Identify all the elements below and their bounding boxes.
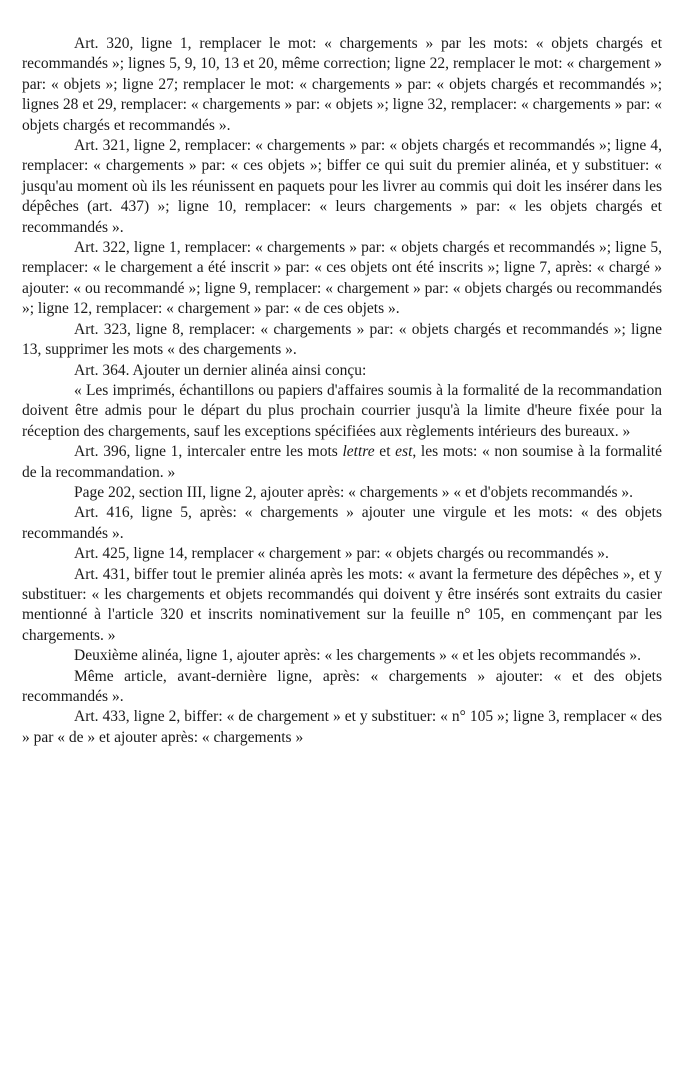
paragraph-art-323: Art. 323, ligne 8, remplacer: « chargements » par: « objets chargés et recommandés »; ligne 13, supprimer les mots « des chargements ». [22,320,662,359]
paragraph-art-322: Art. 322, ligne 1, remplacer: « chargements » par: « objets chargés et recommandés »; ligne 5, remplacer: « le chargement a été inscrit » par: « ces objets ont été inscrits »; ligne 7, après: « chargé » ajouter: « ou recommandé »; ligne 9, remplacer: « chargement » par: « objets chargés ou recommandés »; ligne 12, remplacer: « chargement » par: « de ces objets ». [22,239,662,318]
paragraph-meme-article: Même article, avant-dernière ligne, après: « chargements » ajouter: « et des objets recommandés ». [22,667,662,705]
paragraph-art-364: Art. 364. Ajouter un dernier alinéa ainsi conçu: [74,361,367,379]
paragraph-art-416: Art. 416, ligne 5, après: « chargements » ajouter une virgule et les mots: « des objets recommandés ». [22,504,662,542]
document-page [22,34,662,748]
paragraph-deuxieme-alinea: Deuxième alinéa, ligne 1, ajouter après: « les chargements » « et les objets recommandés ». [74,647,641,665]
art-396-text-mid: et [374,443,396,461]
art-396-text-before: Art. 396, ligne 1, intercaler entre les mots [74,443,343,461]
art-396-word-est: est [395,443,413,461]
paragraph-page-202: Page 202, section III, ligne 2, ajouter après: « chargements » « et d'objets recommandés ». [74,483,634,501]
paragraph-art-433: Art. 433, ligne 2, biffer: « de chargement » et y substituer: « n° 105 »; ligne 3, remplacer « des » par « de » et ajouter après: « chargements » [22,708,662,746]
paragraph-art-431: Art. 431, biffer tout le premier alinéa après les mots: « avant la fermeture des dépêches », et y substituer: « les chargements et objets recommandés qui doivent y être insérés sont extraits du casier mentionné à l'article 320 et inscrits nominativement sur la feuille n° 105, en commençant par les chargements. » [22,565,662,644]
paragraph-art-321: Art. 321, ligne 2, remplacer: « chargements » par: « objets chargés et recommandés »; ligne 4, remplacer: « chargements » par: « ces objets »; biffer ce qui suit du premier alinéa, et y substituer: « jusqu'au moment où ils les réunissent en paquets pour les livrer au commis qui doit les insérer dans les dépêches (art. 437) »; ligne 10, remplacer: « leurs chargements » par: « les objets chargés et recommandés ». [22,137,662,236]
paragraph-art-364-quote: « Les imprimés, échantillons ou papiers d'affaires soumis à la formalité de la recommandation doivent être admis pour le départ du plus prochain courrier jusqu'à la limite d'heure fixée pour la réception des chargements, sauf les exceptions spécifiées aux règlements intérieurs des bureaux. » [22,381,662,440]
paragraph-art-425: Art. 425, ligne 14, remplacer « chargement » par: « objets chargés ou recommandés ». [74,545,609,563]
art-396-word-lettre: lettre [342,443,375,461]
paragraph-art-396 [22,442,662,483]
art-396-text-after: , les mots: « non soumise à la formalité de la recommandation. » [22,443,662,481]
paragraph-art-320: Art. 320, ligne 1, remplacer le mot: « chargements » par les mots: « objets chargés et recommandés »; lignes 5, 9, 10, 13 et 20, même correction; ligne 22, remplacer le mot: « chargement » par: « objets »; ligne 27; remplacer le mot: « chargements » par: « objets chargés et recommandés »; lignes 28 et 29, remplacer: « chargements » par: « objets »; ligne 32, remplacer: « chargements » par: « objets chargés et recommandés ». [22,35,662,134]
